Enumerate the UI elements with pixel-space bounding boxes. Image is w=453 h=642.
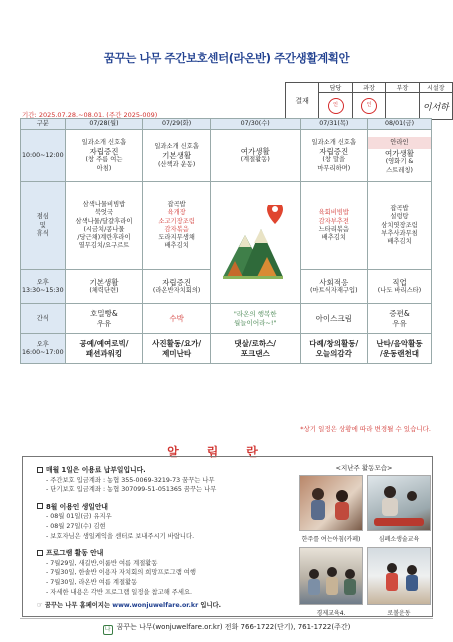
notice-item: - 단기보호 입금계좌 : 농협 307099-51-051365 꿈꾸는 나무 [46,486,217,494]
photo-people-icon [300,548,362,604]
cell-mon-morning: 일과소개 신호흡 자립증진 (창 주름 여는 아침) [65,130,143,182]
photo-caption: 한주를 여는아침(카페) [301,536,361,543]
day-header: 07/30(수) [210,119,300,130]
cell-mon-snack: 호밀빵& 우유 [65,304,143,334]
cell-thu-afternoon: 사회적응 (마트식자재구입) [300,270,368,304]
activity-photo [299,547,363,605]
time-snack: 간식 [21,304,66,334]
mountain-illustration [221,205,289,281]
notice-box [22,456,433,617]
time-late: 오후 16:00~17:00 [21,334,66,364]
activity-photo [367,475,431,531]
photo-people-icon [368,476,430,530]
notice-item: - 7월29일, 새길반,이룸반 여름 계절활동 [46,559,158,567]
notice-item: - 08월 01일(금) 유지우 [46,513,112,521]
notice-section: 매월 1일은 이용료 납부일입니다. [37,466,287,476]
time-afternoon: 오후 13:30~15:30 [21,270,66,304]
time-morning: 10:00~12:00 [21,130,66,182]
notice-item: - 08월 27일(수) 김현 [46,522,106,530]
slogan: "라온의 행복한 [233,310,277,319]
cell-mon-late: 공예/예여로빅/ 패션과워킹 [65,334,143,364]
approval-header: 시설장 [419,83,452,93]
photo-caption: 심폐소생술교육 [378,536,420,543]
checkbox-icon [37,503,43,509]
cell-wed-morning: 여가생활 (계절활동) [210,130,300,182]
cell-thu-morning: 일과소개 신호흡 자립증진 (창 말을 마무리하며) [300,130,368,182]
footer [0,622,453,635]
activity-photo [367,547,431,605]
checkbox-icon [37,550,43,556]
day-header: 07/29(화) [143,119,211,130]
approval-signature: 이서하 [422,102,449,113]
notice-section: 프로그램 활동 안내 [37,549,287,559]
notice-item: - 자세한 내용은 각반 프로그램 일정을 참고해 주세요. [46,588,193,596]
homepage-link[interactable]: www.wonjuwelfare.or.kr [112,602,199,610]
notice-section: 8월 이용인 생일안내 [37,503,287,513]
day-header: 07/31(목) [300,119,368,130]
activity-photo [299,475,363,531]
cell-fri-afternoon: 직업 (나도 바리스타) [368,270,432,304]
approval-stamp: 인 [361,98,377,114]
cell-wed-snack [210,304,300,334]
checkbox-icon [37,467,43,473]
time-lunch: 점심 및 휴식 [21,182,66,270]
notice-title: 알림란 [167,445,286,459]
cell-tue-lunch: 잡곡밥 육개장 소고기장조림 감자볶음 도라지무생채 배추김치 [143,182,211,270]
schedule-table [20,118,432,364]
cell-fri-morning: 안라인 여가생활 (영화기 & 스트레칭) [368,130,432,182]
approval-empty [386,93,419,120]
cell-fri-snack: 증편& 우유 [368,304,432,334]
notice-item: - 7월30일, 라온반 여름 계절활동 [46,578,138,586]
cell-thu-lunch: 육회비빔밥 감자부추전 느타리볶음 배추김치 [300,182,368,270]
approval-header: 과장 [352,83,386,93]
homepage-line: ☞ 꿈꾸는 나무 홈페이지는 www.wonjuwelfare.or.kr 입니다. [37,602,222,610]
photo-caption: 로볼운동 [387,610,411,617]
cell-wed-lunch-illustration [210,182,300,304]
cell-thu-snack: 아이스크림 [300,304,368,334]
notice-text [37,463,287,611]
schedule-period: 기간: 2025.07.28.~08.01. (주간 2025-009) [22,111,158,119]
cell-tue-snack: 수박 [143,304,211,334]
photo-people-icon [368,548,430,604]
cell-thu-late: 다례/창의활동/ 오늘의감각 [300,334,368,364]
cell-mon-lunch: 삼색나물비빔밥 북엇국 삼색나물/달걀후라이 (시금치/콩나물 /당근채)계란후라이 열무김치/요구르트 [65,182,143,270]
footer-text: 꿈꾸는 나무(wonjuwelfare.or.kr) 전화 766-1722(단기), 761-1722(주간) [116,623,351,631]
center-logo-icon: 나 [103,625,113,635]
approval-side-label: 결재 [286,83,319,120]
cell-fri-lunch: 잡곡밥 설렁탕 삼치엿장조림 부추사과무침 배추김치 [368,182,432,270]
slogan: 월늘이어라~!" [233,318,277,327]
approval-header: 담당 [319,83,353,93]
approval-stamp: 인 [328,98,344,114]
cell-wed-late: 댓살/로하스/ 포크댄스 [210,334,300,364]
photos-title: <지난주 활동모습> [335,464,393,472]
day-header: 08/01(금) [368,119,432,130]
approval-header: 부장 [386,83,419,93]
notice-item: - 7월30일, 한솔반 이용자 자치회의 희망프로그램 여행 [46,569,196,577]
page-title: 꿈꾸는 나무 주간보호센터(라온반) 주간생활계획안 [103,51,350,65]
cell-tue-afternoon: 자립증진 (라온반자치회의) [143,270,211,304]
photo-caption: 경제교육4. [316,610,346,617]
col-label: 구분 [21,119,66,130]
photo-people-icon [300,476,362,530]
footer-divider [20,618,433,619]
cell-tue-morning: 일과소개 신호흡 기본생활 (산책과 운동) [143,130,211,182]
day-header: 07/28(월) [65,119,143,130]
cell-fri-late: 난타/음악활동 /운동랜천대 [368,334,432,364]
cell-mon-afternoon: 기본생활 (체력단련) [65,270,143,304]
schedule-note: *상기 일정은 상황에 따라 변경될 수 있습니다. [300,425,431,433]
notice-item: - 주간보호 입금계좌 : 농협 355-0069-3219-73 꿈꾸는 나무 [46,476,215,484]
cell-tue-late: 사진활동/요가/ 제미난타 [143,334,211,364]
notice-item: - 보호자님은 생일케익을 센터로 보내주시기 바랍니다. [46,532,195,540]
approval-table [285,82,453,120]
